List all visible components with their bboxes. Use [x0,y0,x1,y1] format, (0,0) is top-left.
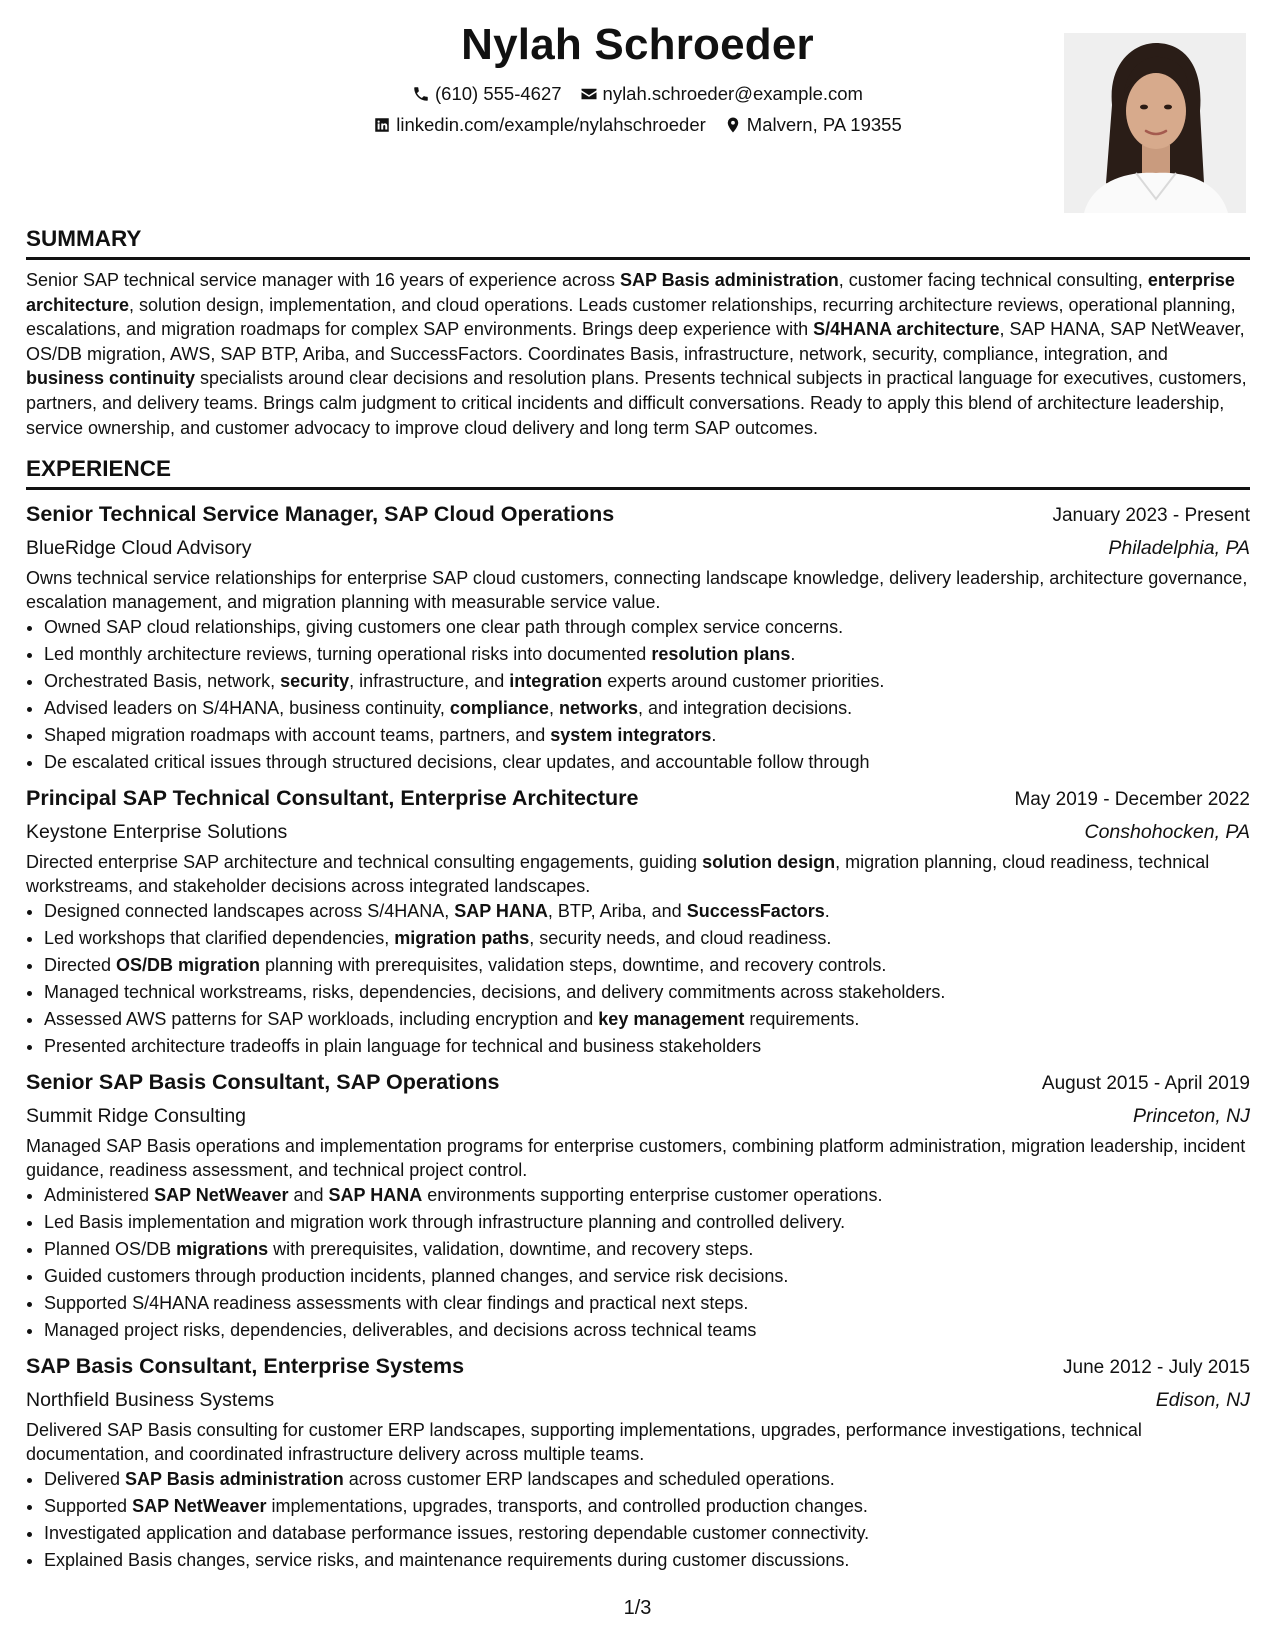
phone-number: (610) 555-4627 [435,83,562,104]
bullet-item: • Orchestrated Basis, network, security, infrastructure, and integration experts around customer priorities. [44,668,1250,695]
linkedin-icon [373,116,391,134]
job-location: Conshohocken, PA [1084,821,1250,844]
bullet-item: • Investigated application and database performance issues, restoring dependable customer connectivity. [44,1520,1250,1547]
phone-contact [412,78,562,109]
job-description: Owns technical service relationships for enterprise SAP cloud customers, connecting landscape knowledge, delivery leadership, architecture governance, escalation management, and migration planning with measurable service value. [26,568,1248,613]
emphasized-term: business continuity [26,368,196,389]
page-number: 1/3 [623,1597,652,1619]
job-bullets [26,614,1250,776]
job-entry [26,1066,1250,1344]
job-description: Delivered SAP Basis consulting for customer ERP landscapes, supporting implementations, upgrades, performance investigations, technical documentation, and coordinated infrastructure delivery across multiple teams. [26,1420,1142,1465]
map-pin-icon [724,116,742,134]
job-title: SAP Basis Consultant, Enterprise Systems [26,1354,465,1379]
email-address[interactable]: nylah.schroeder@example.com [602,83,863,104]
emphasized-term: compliance [449,698,549,719]
job-location: Philadelphia, PA [1108,537,1250,560]
job-bullets [26,1466,1250,1574]
candidate-name: Nylah Schroeder [461,20,814,69]
linkedin-contact [373,109,706,140]
location-contact [724,109,902,140]
experience-heading: EXPERIENCE [26,456,172,482]
job-bullets [26,898,1250,1060]
envelope-icon [580,85,598,103]
experience-section [26,454,1250,1574]
emphasized-term: OS/DB migration [116,955,261,976]
bullet-item: • Managed project risks, dependencies, deliverables, and decisions across technical teams [44,1317,1250,1344]
emphasized-term: system integrators [550,725,712,746]
bullet-item: • Led Basis implementation and migration work through infrastructure planning and controlled delivery. [44,1209,1250,1236]
bullet-item: • De escalated critical issues through structured decisions, clear updates, and accountable follow through [44,749,1250,776]
emphasized-term: SAP NetWeaver [132,1496,267,1517]
emphasized-term: SAP HANA [328,1185,423,1206]
bullet-item: • Presented architecture tradeoffs in plain language for technical and business stakeholders [44,1033,1250,1060]
job-description: Directed enterprise SAP architecture and technical consulting engagements, guiding solution design, migration planning, cloud readiness, technical workstreams, and stakeholder decisions across integrated landscapes. [26,852,1210,897]
emphasized-term: networks [558,698,638,719]
bullet-item: • Managed technical workstreams, risks, dependencies, decisions, and delivery commitments across stakeholders. [44,979,1250,1006]
bullet-item: • Supported S/4HANA readiness assessments with clear findings and practical next steps. [44,1290,1250,1317]
emphasized-term: enterprise architecture [26,270,1235,315]
company-name: Summit Ridge Consulting [26,1105,247,1128]
home-location: Malvern, PA 19355 [746,114,902,135]
bullet-item: • Delivered SAP Basis administration across customer ERP landscapes and scheduled operations. [44,1466,1250,1493]
job-entry [26,1350,1250,1574]
emphasized-term: solution design [702,852,836,873]
bullet-item: • Owned SAP cloud relationships, giving customers one clear path through complex service concerns. [44,614,1250,641]
summary-heading: SUMMARY [26,226,142,251]
job-location: Princeton, NJ [1132,1105,1250,1128]
emphasized-term: migration paths [394,928,530,949]
bullet-item: • Designed connected landscapes across S/4HANA, SAP HANA, BTP, Ariba, and SuccessFactors. [44,898,1250,925]
bullet-item: • Led workshops that clarified dependencies, migration paths, security needs, and cloud readiness. [44,925,1250,952]
job-entry [26,782,1250,1060]
profile-photo [1064,33,1246,213]
emphasized-term: SAP HANA [454,901,548,922]
bullet-item: • Planned OS/DB migrations with prerequisites, validation, downtime, and recovery steps. [44,1236,1250,1263]
resume-content [26,224,1250,1580]
experience-divider [26,487,1250,490]
emphasized-term: key management [598,1009,745,1030]
bullet-item: • Guided customers through production incidents, planned changes, and service risk decisions. [44,1263,1250,1290]
bullet-item: • Advised leaders on S/4HANA, business continuity, compliance, networks, and integration decisions. [44,695,1250,722]
bullet-item: • Assessed AWS patterns for SAP workloads, including encryption and key management requirements. [44,1006,1250,1033]
bullet-item: • Led monthly architecture reviews, turning operational risks into documented resolution plans. [44,641,1250,668]
job-entry [26,498,1250,776]
emphasized-term: SAP Basis administration [125,1469,344,1490]
summary-section [26,224,1250,440]
job-dates: June 2012 - July 2015 [1063,1357,1250,1379]
job-dates: May 2019 - December 2022 [1014,789,1250,811]
company-name: Keystone Enterprise Solutions [26,821,288,844]
summary-text: Senior SAP technical service manager with 16 years of experience across SAP Basis administration, customer facing technical consulting, enterprise architecture, solution design, implementation, and cloud operations. Leads customer relationships, recurring architecture reviews, operational planning, escalations, and migration roadmaps for complex SAP environments. Brings deep experience with S/4HANA architecture, SAP HANA, SAP NetWeaver, OS/DB migration, AWS, SAP BTP, Ariba, and SuccessFactors. Coordinates Basis, infrastructure, network, security, compliance, integration, and business continuity specialists around clear decisions and resolution plans. Presents technical subjects in practical language for executives, customers, partners, and delivery teams. Brings calm judgment to critical incidents and difficult conversations. Ready to apply this blend of architecture leadership, service ownership, and customer advocacy to improve cloud delivery and long term SAP outcomes. [26,270,1247,438]
summary-divider [26,257,1250,260]
emphasized-term: security [280,671,350,692]
emphasized-term: integration [509,671,603,692]
phone-icon [412,85,430,103]
emphasized-term: resolution plans [651,644,791,665]
linkedin-url[interactable]: linkedin.com/example/nylahschroeder [396,114,706,135]
email-contact [580,78,863,109]
emphasized-term: S/4HANA architecture [813,319,1000,340]
job-bullets [26,1182,1250,1344]
job-title: Senior Technical Service Manager, SAP Cloud Operations [26,502,615,527]
job-title: Senior SAP Basis Consultant, SAP Operations [26,1070,500,1095]
emphasized-term: SuccessFactors [686,901,825,922]
bullet-item: • Explained Basis changes, service risks, and maintenance requirements during customer discussions. [44,1547,1250,1574]
emphasized-term: SAP Basis administration [619,270,839,290]
bullet-item: • Shaped migration roadmaps with account teams, partners, and system integrators. [44,722,1250,749]
emphasized-term: migrations [176,1239,269,1260]
company-name: BlueRidge Cloud Advisory [26,537,252,560]
bullet-item: • Directed OS/DB migration planning with prerequisites, validation steps, downtime, and recovery controls. [44,952,1250,979]
bullet-item: • Administered SAP NetWeaver and SAP HANA environments supporting enterprise customer operations. [44,1182,1250,1209]
emphasized-term: SAP NetWeaver [154,1185,289,1206]
job-location: Edison, NJ [1155,1389,1250,1412]
job-description: Managed SAP Basis operations and implementation programs for enterprise customers, combining platform administration, migration leadership, incident guidance, readiness assessment, and technical project control. [26,1136,1246,1181]
job-dates: January 2023 - Present [1052,505,1250,527]
job-dates: August 2015 - April 2019 [1041,1073,1250,1095]
bullet-item: • Supported SAP NetWeaver implementations, upgrades, transports, and controlled production changes. [44,1493,1250,1520]
company-name: Northfield Business Systems [26,1389,275,1412]
job-title: Principal SAP Technical Consultant, Enterprise Architecture [26,786,639,811]
